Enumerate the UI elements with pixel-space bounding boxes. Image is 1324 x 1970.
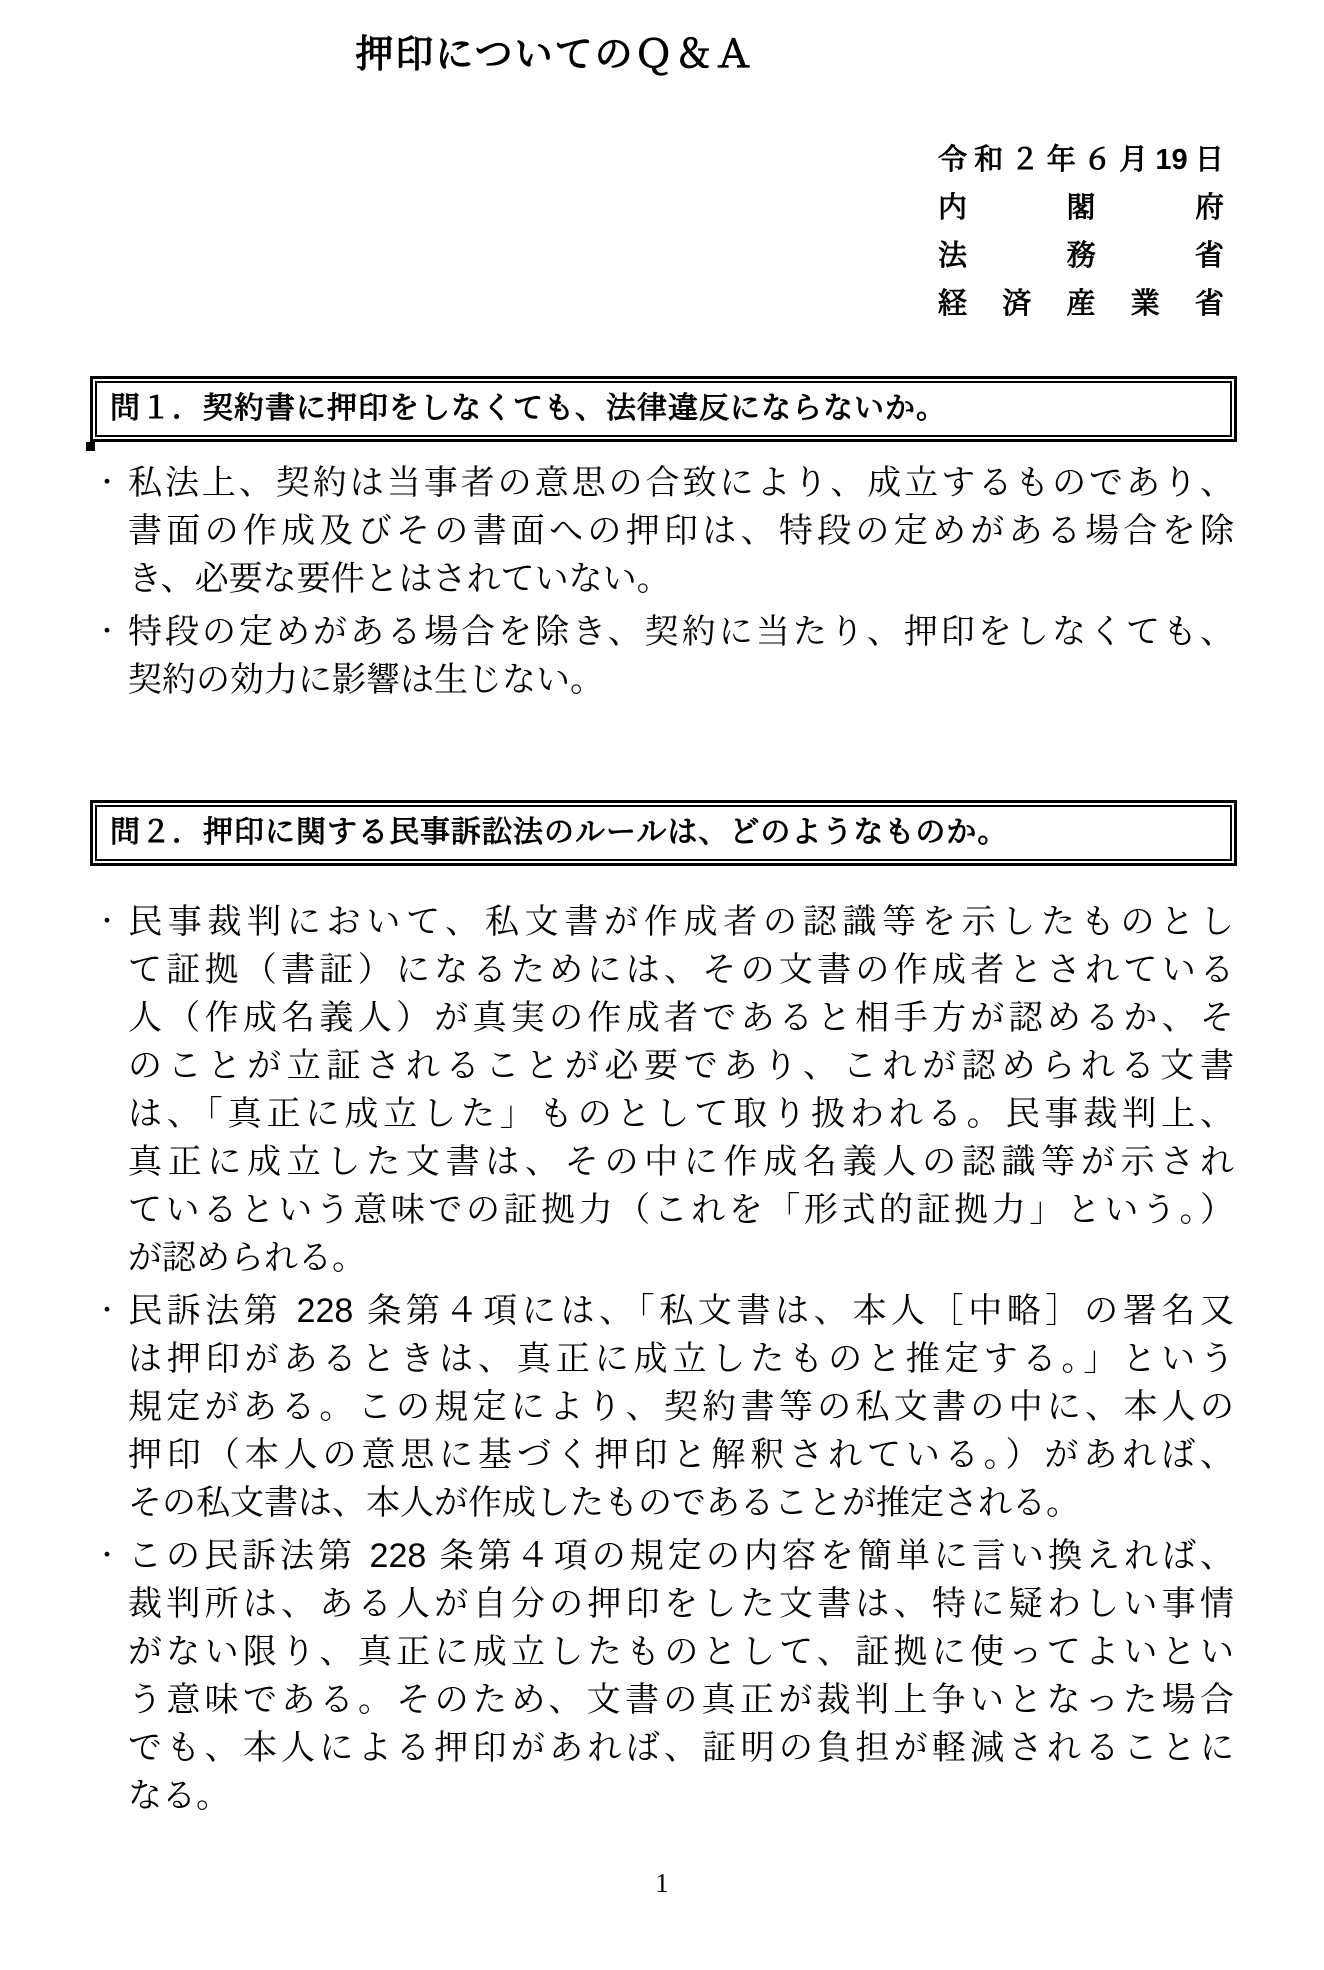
text-line: 契約の効力に影響は生じない。 xyxy=(128,661,604,699)
text-line: 裁判所は、ある人が自分の押印をした文書は、特に疑わしい事情 xyxy=(128,1585,1234,1623)
text-line: 書面の作成及びその書面への押印は、特段の定めがある場合を除 xyxy=(128,512,1234,550)
question1-box xyxy=(90,376,1237,442)
text-line: 人（作成名義人）が真実の作成者であると相手方が認めるか、そ xyxy=(128,999,1234,1037)
text-line: は押印があるときは、真正に成立したものと推定する。」という xyxy=(128,1340,1234,1378)
text-line: この民訴法第 228 条第４項の規定の内容を簡単に言い換えれば、 xyxy=(128,1537,1234,1575)
char-segment: 業 xyxy=(1130,288,1160,320)
text-line: は、「真正に成立した」ものとして取り扱われる。民事裁判上、 xyxy=(128,1095,1234,1133)
answer2-paragraph-2 xyxy=(128,1287,1234,1527)
answer2-paragraph-3 xyxy=(128,1532,1234,1820)
text-line: 私法上、契約は当事者の意思の合致により、成立するものであり、 xyxy=(128,464,1234,502)
char-segment: ６ xyxy=(1082,144,1112,176)
page-title: 押印についてのＱ＆Ａ xyxy=(355,34,755,76)
text-line: て証拠（書証）になるためには、その文書の作成者とされている xyxy=(128,951,1234,989)
char-segment: 務 xyxy=(1066,240,1096,272)
text-line: がない限り、真正に成立したものとして、証拠に使ってよいとい xyxy=(128,1633,1234,1671)
answer2-bullet-2 xyxy=(0,1287,1324,1527)
text-line: なる。 xyxy=(128,1777,230,1815)
char-segment: 経 xyxy=(938,288,968,320)
question2-box xyxy=(90,800,1237,866)
char-segment: 内 xyxy=(938,192,968,224)
char-segment: 令 xyxy=(938,144,968,176)
char-segment: 閣 xyxy=(1066,192,1096,224)
textbox-anchor-square xyxy=(86,442,95,451)
bullet-icon: ・ xyxy=(93,1295,120,1325)
text-line: のことが立証されることが必要であり、これが認められる文書 xyxy=(128,1047,1234,1085)
issuer-block xyxy=(938,136,1224,328)
char-segment: 省 xyxy=(1194,288,1224,320)
text-line: 特段の定めがある場合を除き、契約に当たり、押印をしなくても、 xyxy=(128,613,1234,651)
text-line: き、必要な要件とはされていない。 xyxy=(128,560,671,598)
question1-heading: 問１．契約書に押印をしなくても、法律違反にならないか。 xyxy=(95,381,1232,437)
char-segment: 月 xyxy=(1119,144,1149,176)
bullet-icon: ・ xyxy=(93,1540,120,1570)
answer2-paragraph-1 xyxy=(128,898,1234,1282)
bullet-icon: ・ xyxy=(93,467,120,497)
char-segment: 日 xyxy=(1194,144,1224,176)
answer1-body xyxy=(0,459,1324,709)
answer1-paragraph-2 xyxy=(128,608,1234,704)
text-line: 真正に成立した文書は、その中に作成名義人の認識等が示され xyxy=(128,1143,1234,1181)
agency-cabinet-office xyxy=(938,184,1224,232)
char-segment: 19 xyxy=(1155,144,1188,176)
char-segment: 済 xyxy=(1002,288,1032,320)
agency-meti xyxy=(938,280,1224,328)
char-segment: 産 xyxy=(1066,288,1096,320)
bullet-icon: ・ xyxy=(93,906,120,936)
char-segment: 和 xyxy=(974,144,1004,176)
char-segment: ２ xyxy=(1010,144,1040,176)
question2-heading: 問２．押印に関する民事訴訟法のルールは、どのようなものか。 xyxy=(95,805,1232,861)
char-segment: 法 xyxy=(938,240,968,272)
text-line: 民事裁判において、私文書が作成者の認識等を示したものとし xyxy=(128,903,1234,941)
text-line: 民訴法第 228 条第４項には、「私文書は、本人［中略］の署名又 xyxy=(128,1292,1234,1330)
char-segment: 省 xyxy=(1194,240,1224,272)
answer1-bullet-1 xyxy=(0,459,1324,603)
text-line: 規定がある。この規定により、契約書等の私文書の中に、本人の xyxy=(128,1388,1234,1426)
answer2-bullet-3 xyxy=(0,1532,1324,1820)
text-line: でも、本人による押印があれば、証明の負担が軽減されることに xyxy=(128,1729,1234,1767)
bullet-icon: ・ xyxy=(93,616,120,646)
issue-date xyxy=(938,136,1224,184)
char-segment: 府 xyxy=(1194,192,1224,224)
answer1-paragraph-1 xyxy=(128,459,1234,603)
text-line: う意味である。そのため、文書の真正が裁判上争いとなった場合 xyxy=(128,1681,1234,1719)
text-line: その私文書は、本人が作成したものであることが推定される。 xyxy=(128,1484,1080,1522)
agency-ministry-of-justice xyxy=(938,232,1224,280)
text-line: 押印（本人の意思に基づく押印と解釈されている。）があれば、 xyxy=(128,1436,1234,1474)
text-line: が認められる。 xyxy=(128,1239,366,1277)
char-segment: 年 xyxy=(1046,144,1076,176)
text-line: ているという意味での証拠力（これを「形式的証拠力」という。） xyxy=(128,1191,1234,1229)
answer2-bullet-1 xyxy=(0,898,1324,1282)
answer2-body xyxy=(0,898,1324,1825)
answer1-bullet-2 xyxy=(0,608,1324,704)
page-number: 1 xyxy=(655,1868,669,1898)
